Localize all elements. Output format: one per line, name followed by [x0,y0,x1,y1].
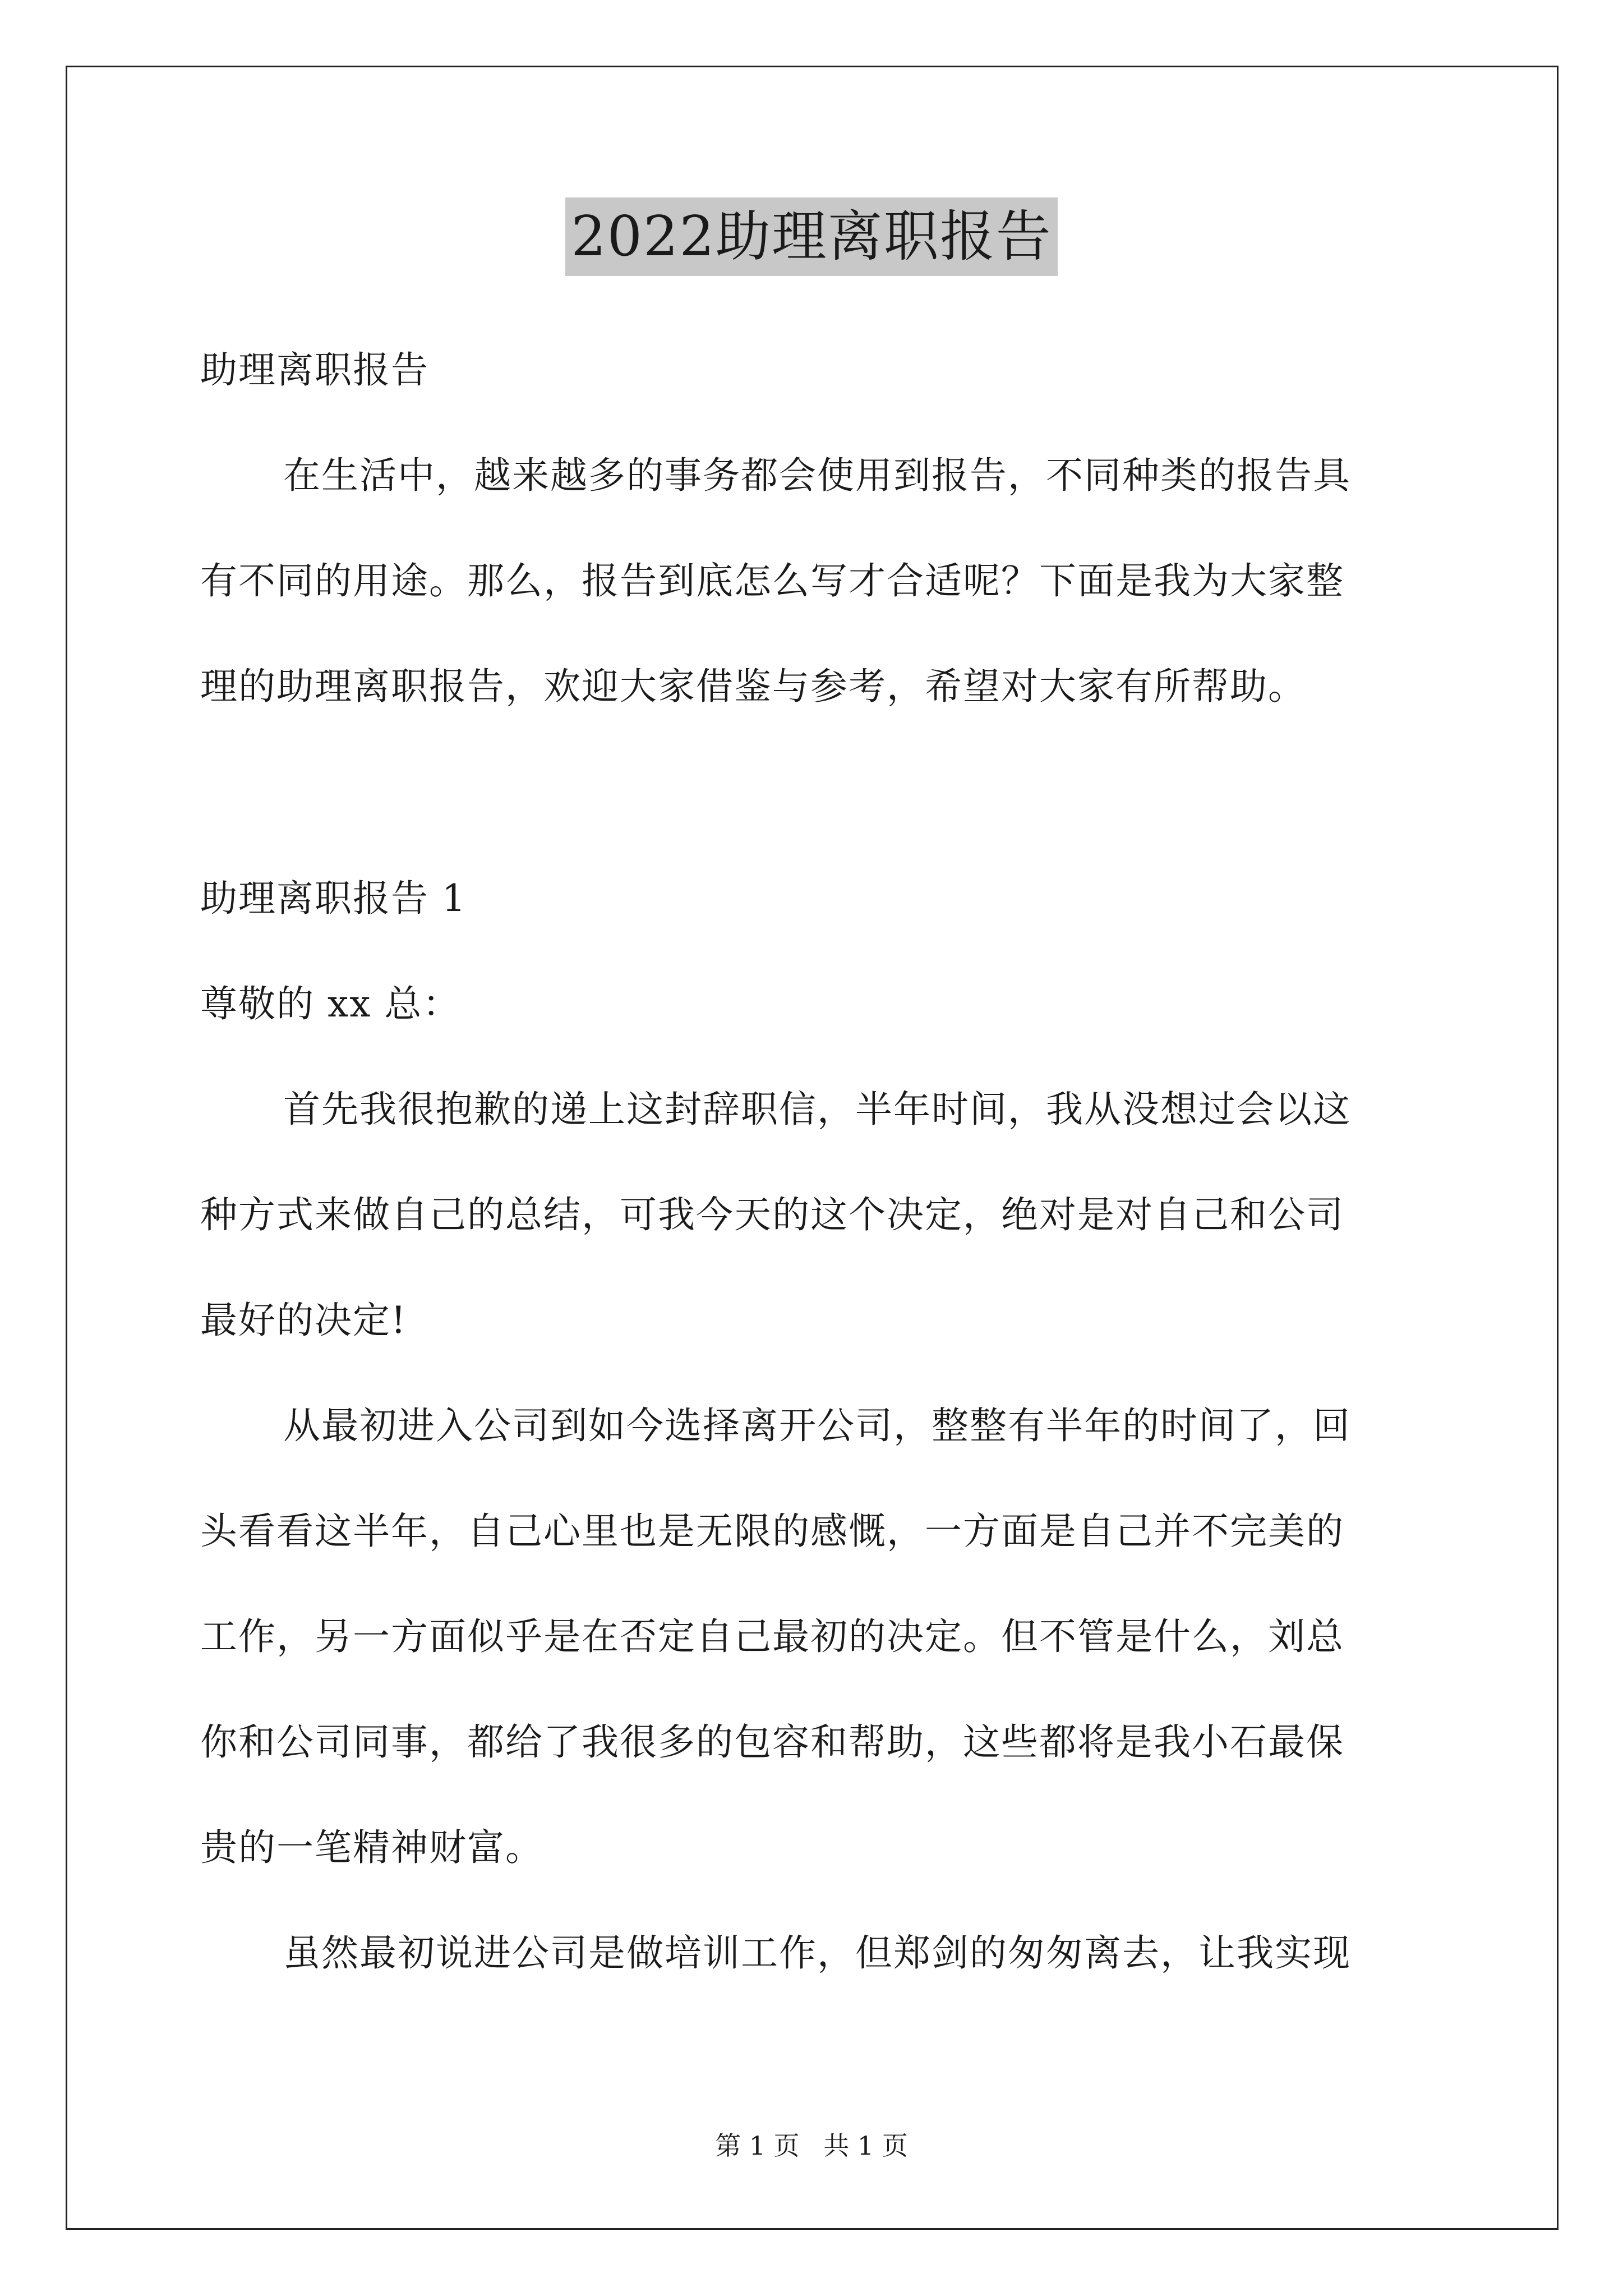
spacer [200,1559,1428,1609]
document-title: 2022助理离职报告 [565,197,1057,276]
document-body [200,342,1428,1981]
paragraph2-line-5: 贵的一笔精神财富。 [200,1826,543,1869]
section-spacer [200,715,1428,821]
spacer [200,1138,1428,1187]
intro-line-2: 有不同的用途。那么，报告到底怎么写才合适呢？下面是我为大家整 [200,559,1344,602]
spacer [200,1665,1428,1714]
spacer [200,1032,1428,1082]
paragraph2-line-3: 工作，另一方面似乎是在否定自己最初的决定。但不管是什么，刘总 [200,1615,1344,1658]
section-heading: 助理离职报告 1 [200,877,467,920]
paragraph2-line-1: 从最初进入公司到如今选择离开公司，整整有半年的时间了，回 [283,1404,1351,1447]
paragraph1-line-2: 种方式来做自己的总结，可我今天的这个决定，绝对是对自己和公司 [200,1193,1344,1236]
spacer [200,821,1428,871]
spacer [200,1349,1428,1398]
salutation: 尊敬的 xx 总： [200,982,461,1025]
spacer [200,927,1428,976]
spacer [200,609,1428,659]
page-number: 第 1 页 [715,2131,800,2161]
intro-line-1: 在生活中，越来越多的事务都会使用到报告，不同种类的报告具 [283,454,1351,497]
spacer [200,1876,1428,1925]
page-total: 共 1 页 [823,2131,908,2161]
paragraph2-line-2: 头看看这半年，自己心里也是无限的感慨，一方面是自己并不完美的 [200,1510,1344,1553]
paragraph1-line-3: 最好的决定! [200,1299,407,1342]
paragraph1-line-1: 首先我很抱歉的递上这封辞职信，半年时间，我从没想过会以这 [283,1088,1351,1131]
spacer [200,398,1428,448]
title-container [0,197,1623,276]
spacer [200,1243,1428,1292]
spacer [200,1770,1428,1820]
spacer [200,504,1428,553]
paragraph2-line-4: 你和公司同事，都给了我很多的包容和帮助，这些都将是我小石最保 [200,1720,1344,1764]
spacer [200,1454,1428,1503]
main-heading: 助理离职报告 [200,348,429,392]
intro-line-3: 理的助理离职报告，欢迎大家借鉴与参考，希望对大家有所帮助。 [200,665,1306,708]
paragraph3-line-1: 虽然最初说进公司是做培训工作，但郑剑的匆匆离去，让我实现 [283,1931,1351,1975]
page-footer [0,2129,1623,2162]
